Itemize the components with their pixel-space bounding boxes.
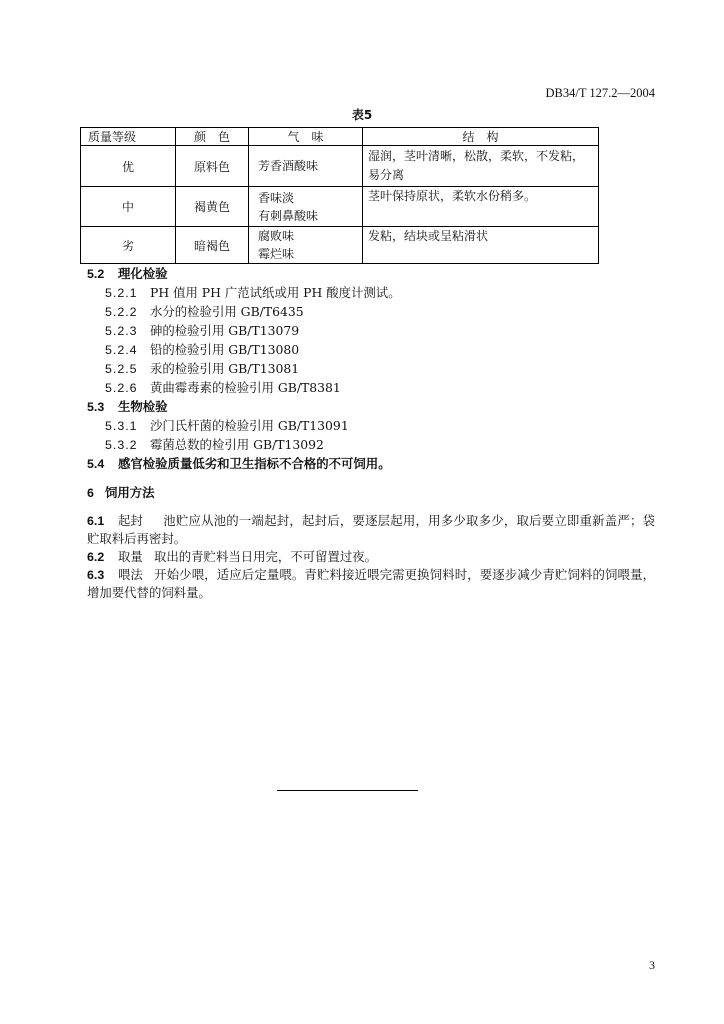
clause-text: 开始少喂，适应后定量喂。青贮料接近喂完需更换饲料时，要逐步减少青贮饲料的饲喂量，增加要代替的饲料量。	[87, 567, 655, 600]
section-number: 5.2	[87, 267, 105, 281]
smell-line: 芳香酒酸味	[258, 159, 319, 173]
body-text	[87, 264, 655, 602]
clause-5-2-3	[87, 321, 655, 340]
section-text: 感官检验质量低劣和卫生指标不合格的不可饲用。	[118, 456, 391, 471]
clause-title: 喂法	[118, 567, 143, 582]
clause-number: 5.2.6	[105, 381, 138, 395]
header-color: 颜 色	[176, 128, 249, 146]
table-header-row	[81, 128, 599, 146]
clause-number: 5.2.5	[105, 362, 138, 376]
section-title: 饲用方法	[105, 485, 155, 500]
clause-text: PH 值用 PH 广范试纸或用 PH 酸度计测试。	[150, 285, 401, 300]
clause-text: 黄曲霉毒素的检验引用 GB/T8381	[150, 380, 341, 395]
header-smell: 气 味	[249, 128, 363, 146]
section-number: 5.3	[87, 400, 105, 414]
end-separator-line	[277, 790, 418, 791]
structure-cell: 茎叶保持原状，柔软水份稍多。	[363, 187, 599, 227]
clause-5-2-2	[87, 302, 655, 321]
clause-5-2-5	[87, 359, 655, 378]
clause-number: 5.2.1	[105, 286, 138, 300]
clause-5-2-1	[87, 283, 655, 302]
clause-text: 铅的检验引用 GB/T13080	[150, 342, 300, 357]
structure-cell: 发粘，结块或呈粘滑状	[363, 227, 599, 264]
section-heading-5-3	[87, 397, 655, 416]
header-structure: 结 构	[363, 128, 599, 146]
smell-cell	[249, 146, 363, 187]
section-5-4	[87, 454, 655, 473]
clause-5-2-4	[87, 340, 655, 359]
header-grade: 质量等级	[81, 128, 176, 146]
section-number: 5.4	[87, 457, 105, 471]
section-heading-5-2	[87, 264, 655, 283]
section-title: 理化检验	[118, 266, 168, 281]
smell-line: 霉烂味	[258, 247, 295, 261]
clause-number: 5.3.1	[105, 419, 138, 433]
clause-5-2-6	[87, 378, 655, 397]
clause-number: 5.2.4	[105, 343, 138, 357]
smell-line: 腐败味	[258, 229, 295, 243]
clause-6-2	[87, 548, 655, 566]
clause-title: 起封	[118, 513, 143, 528]
smell-line: 香味淡	[258, 190, 295, 205]
section-number: 6	[87, 486, 94, 500]
color-cell: 原料色	[176, 146, 249, 187]
clause-number: 6.1	[87, 514, 105, 528]
clause-text: 霉菌总数的检引用 GB/T13092	[150, 437, 324, 452]
smell-line: 有刺鼻酸味	[258, 208, 319, 223]
clause-5-3-2	[87, 435, 655, 454]
clause-text: 沙门氏杆菌的检验引用 GB/T13091	[150, 418, 349, 433]
smell-cell	[249, 187, 363, 227]
clause-text: 水分的检验引用 GB/T6435	[150, 304, 304, 319]
clause-text: 砷的检验引用 GB/T13079	[150, 323, 300, 338]
page-number: 3	[649, 958, 655, 972]
clause-5-3-1	[87, 416, 655, 435]
structure-cell: 湿润，茎叶清晰，松散，柔软，不发粘，易分离	[363, 146, 599, 187]
table-row	[81, 146, 599, 187]
section-heading-6	[87, 483, 655, 502]
clause-6-1	[87, 512, 655, 548]
grade-cell: 优	[81, 146, 176, 187]
color-cell: 褐黄色	[176, 187, 249, 227]
clause-number: 5.2.2	[105, 305, 138, 319]
clause-6-3	[87, 566, 655, 602]
smell-cell	[249, 227, 363, 264]
clause-number: 6.3	[87, 568, 105, 582]
clause-text: 汞的检验引用 GB/T13081	[150, 361, 300, 376]
clause-number: 5.2.3	[105, 324, 138, 338]
table-row	[81, 187, 599, 227]
standard-code: DB34/T 127.2—2004	[545, 86, 655, 100]
clause-number: 5.3.2	[105, 438, 138, 452]
table-title: 表5	[351, 108, 373, 122]
quality-grade-table	[80, 127, 599, 264]
clause-number: 6.2	[87, 550, 105, 564]
clause-text: 取出的青贮料当日用完，不可留置过夜。	[154, 549, 378, 564]
section-title: 生物检验	[118, 399, 168, 414]
table-row	[81, 227, 599, 264]
grade-cell: 劣	[81, 227, 176, 264]
grade-cell: 中	[81, 187, 176, 227]
clause-text: 池贮应从池的一端起封，起封后，要逐层起用，用多少取多少，取后要立即重新盖严；袋贮取料后再密封。	[87, 513, 655, 546]
clause-title: 取量	[118, 549, 143, 564]
color-cell: 暗褐色	[176, 227, 249, 264]
